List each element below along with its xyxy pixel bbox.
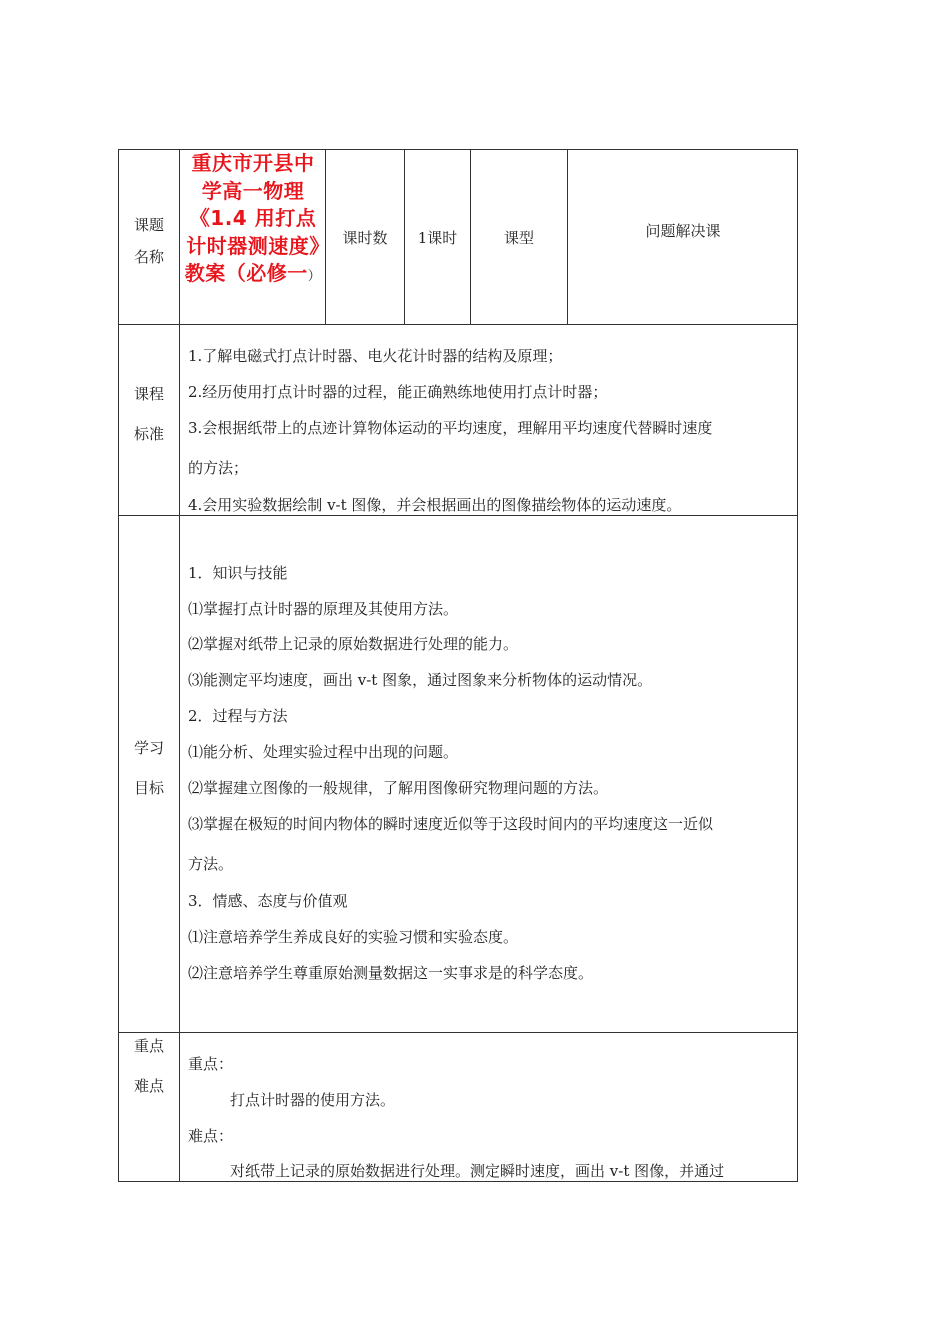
- objectives-line: ⑵掌握建立图像的一般规律，了解用图像研究物理问题的方法。: [188, 779, 609, 797]
- lesson-title: 重庆市开县中学高一物理《1.4 用打点计时器测速度》教案（必修一）: [184, 151, 322, 285]
- objectives-line: ⑵掌握对纸带上记录的原始数据进行处理的能力。: [188, 635, 519, 653]
- standards-line: 4.会用实验数据绘制 v-t 图像，并会根据画出的图像描绘物体的运动速度。: [188, 496, 682, 514]
- type-value: 问题解决课: [645, 222, 721, 240]
- difficulty-text: 对纸带上记录的原始数据进行处理。测定瞬时速度，画出 v-t 图像，并通过: [230, 1162, 725, 1180]
- objectives-line: ⑴能分析、处理实验过程中出现的问题。: [188, 743, 459, 761]
- row-divider: [118, 1032, 798, 1033]
- standards-label: 课程 标准: [133, 385, 164, 443]
- objectives-line: ⑵注意培养学生尊重原始测量数据这一实事求是的科学态度。: [188, 964, 594, 982]
- objectives-label: 学习 目标: [133, 739, 164, 797]
- standards-line: 1.了解电磁式打点计时器、电火花计时器的结构及原理；: [188, 347, 563, 365]
- topic-name-label: 课题 名称: [133, 216, 164, 266]
- key-points-label: 重点 难点: [133, 1037, 164, 1095]
- objectives-line: ⑶能测定平均速度，画出 v-t 图象，通过图象来分析物体的运动情况。: [188, 671, 653, 689]
- objectives-line: 3．情感、态度与价值观: [188, 892, 348, 910]
- row-divider: [118, 324, 798, 325]
- hours-label: 课时数: [342, 229, 388, 247]
- standards-line: 3.会根据纸带上的点迹计算物体运动的平均速度，理解用平均速度代替瞬时速度: [188, 419, 713, 437]
- objectives-line: 2．过程与方法: [188, 707, 288, 725]
- objectives-line: 1．知识与技能: [188, 564, 288, 582]
- objectives-line: ⑴注意培养学生养成良好的实验习惯和实验态度。: [188, 928, 519, 946]
- standards-line: 的方法；: [188, 459, 249, 477]
- lesson-plan-table: [118, 149, 798, 1182]
- hours-value: 1课时: [417, 229, 458, 247]
- key-point-heading: 重点：: [188, 1055, 234, 1073]
- row-divider: [118, 515, 798, 516]
- difficulty-heading: 难点：: [188, 1127, 234, 1145]
- standards-line: 2.经历使用打点计时器的过程，能正确熟练地使用打点计时器；: [188, 383, 608, 401]
- column-divider: [179, 149, 180, 1182]
- objectives-line: ⑶掌握在极短的时间内物体的瞬时速度近似等于这段时间内的平均速度这一近似: [188, 815, 714, 833]
- objectives-line: 方法。: [188, 855, 234, 873]
- key-point-text: 打点计时器的使用方法。: [230, 1091, 396, 1109]
- type-label: 课型: [503, 229, 534, 247]
- objectives-line: ⑴掌握打点计时器的原理及其使用方法。: [188, 600, 459, 618]
